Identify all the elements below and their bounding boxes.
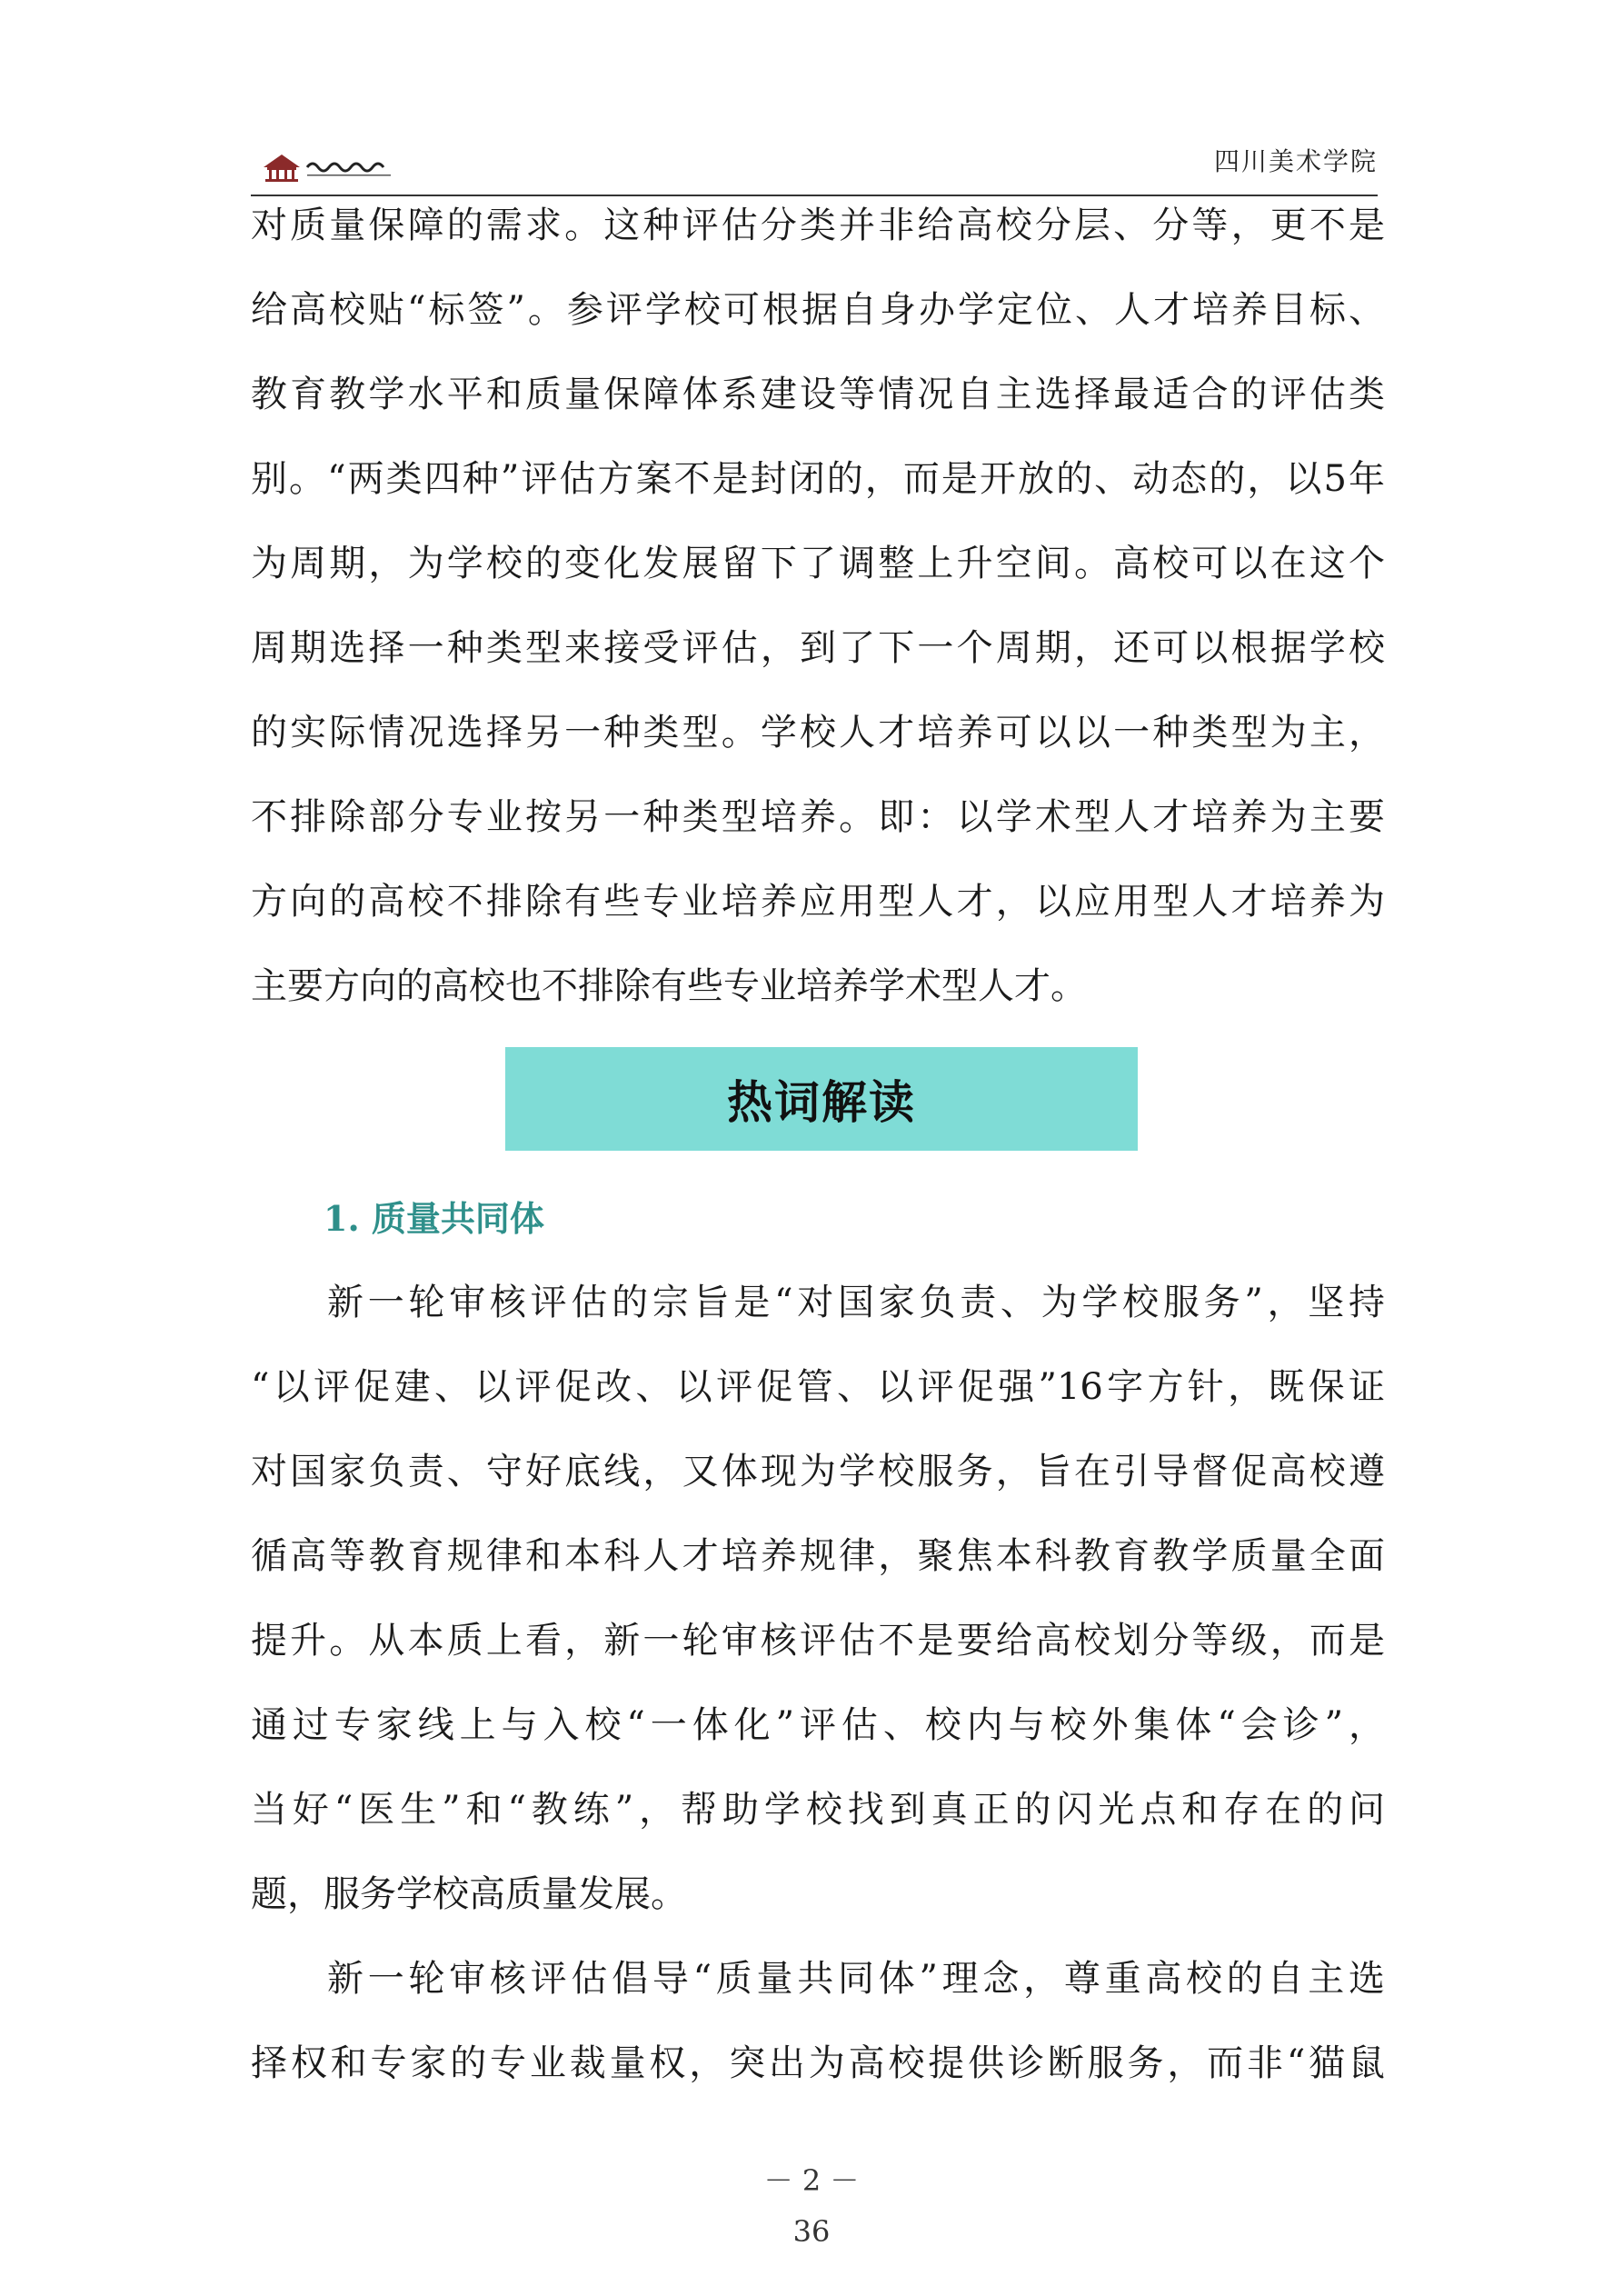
section-heading-box [505, 1047, 1138, 1151]
text-line: 题，服务学校高质量发展。 [251, 1873, 687, 1915]
text-line: 对质量保障的需求。这种评估分类并非给高校分层、分等，更不是 [251, 205, 1385, 246]
text-line: 教育教学水平和质量保障体系建设等情况自主选择最适合的评估类 [251, 374, 1385, 415]
text-line: 的实际情况选择另一种类型。学校人才培养可以以一种类型为主， [251, 712, 1385, 754]
text-line: 不排除部分专业按另一种类型培养。即：以学术型人才培养为主要 [251, 796, 1385, 838]
text-line: 提升。从本质上看，新一轮审核评估不是要给高校划分等级，而是 [251, 1620, 1385, 1662]
text-line: 新一轮审核评估倡导“质量共同体”理念，尊重高校的自主选 [327, 1958, 1385, 2000]
section-heading: 热词解读 [727, 1076, 916, 1129]
header-institution-name: 四川美术学院 [1213, 146, 1378, 176]
institution-logo [260, 147, 396, 184]
text-line: 当好“医生”和“教练”，帮助学校找到真正的闪光点和存在的问 [251, 1789, 1385, 1831]
subheading: 1. 质量共同体 [324, 1198, 544, 1239]
text-line: 别。“两类四种”评估方案不是封闭的，而是开放的、动态的，以5年 [251, 458, 1385, 500]
text-line: 为周期，为学校的变化发展留下了调整上升空间。高校可以在这个 [251, 543, 1385, 584]
text-line: 给高校贴“标签”。参评学校可根据自身办学定位、人才培养目标、 [251, 289, 1385, 331]
paragraph-1 [251, 184, 1385, 1029]
text-line: “以评促建、以评促改、以评促管、以评促强”16字方针，既保证 [251, 1366, 1385, 1408]
paragraph-3 [251, 1937, 1385, 2106]
text-line: 循高等教育规律和本科人才培养规律，聚焦本科教育教学质量全面 [251, 1535, 1385, 1577]
text-line: 新一轮审核评估的宗旨是“对国家负责、为学校服务”，坚持 [327, 1282, 1385, 1323]
text-line: 主要方向的高校也不排除有些专业培养学术型人才。 [251, 965, 1087, 1007]
text-line: 对国家负责、守好底线，又体现为学校服务，旨在引导督促高校遵 [251, 1451, 1385, 1492]
text-line: 择权和专家的专业裁量权，突出为高校提供诊断服务，而非“猫鼠 [251, 2042, 1385, 2084]
paragraph-2 [251, 1261, 1385, 1937]
text-line: 通过专家线上与入校“一体化”评估、校内与校外集体“会诊”， [251, 1704, 1385, 1746]
page-number-outer: 36 [792, 2214, 831, 2249]
page-number-inner: － 2 － [763, 2163, 860, 2198]
text-line: 周期选择一种类型来接受评估，到了下一个周期，还可以根据学校 [251, 627, 1385, 669]
text-line: 方向的高校不排除有些专业培养应用型人才，以应用型人才培养为 [251, 881, 1385, 923]
